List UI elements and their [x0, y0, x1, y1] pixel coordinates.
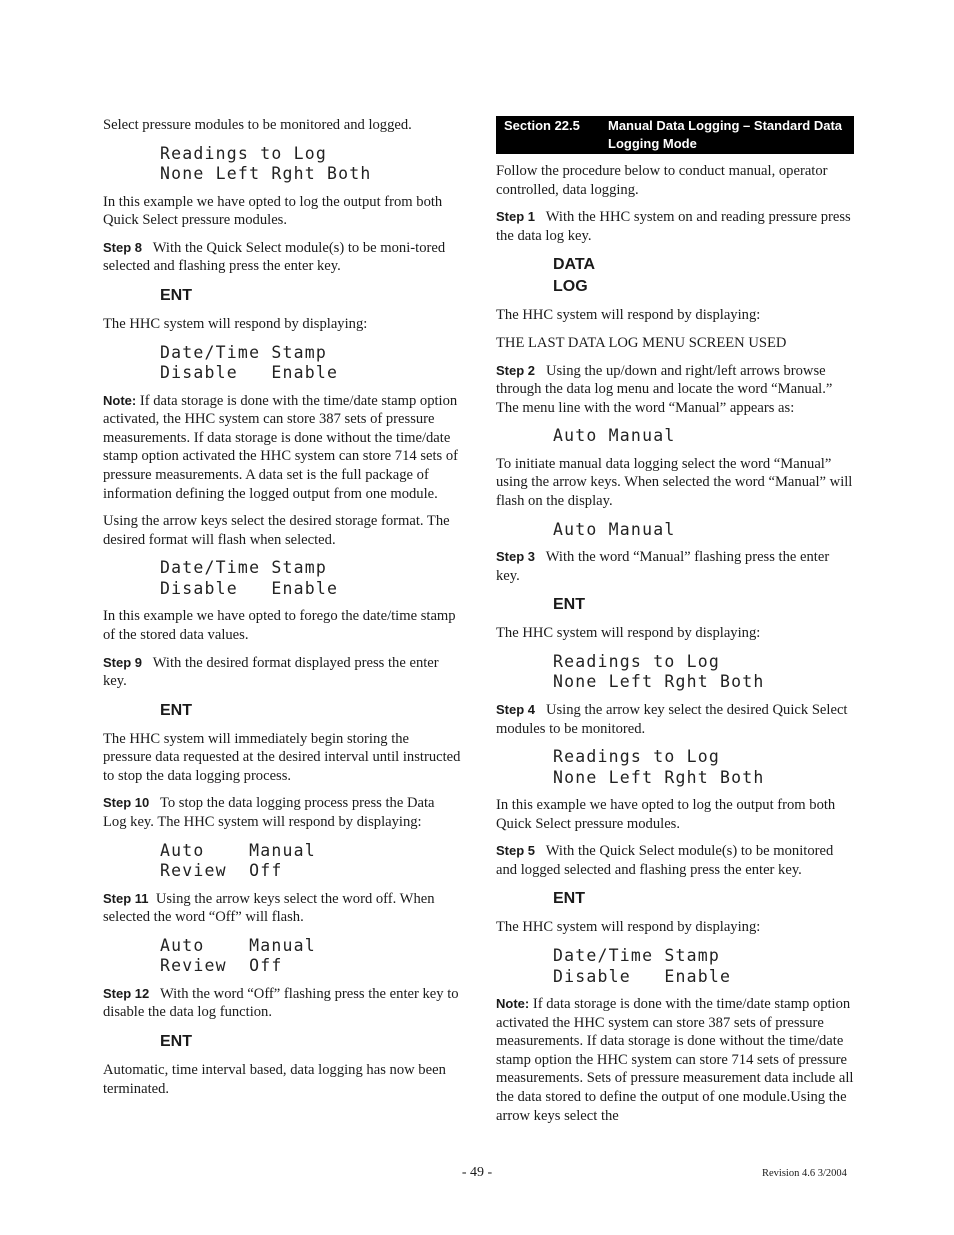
lcd-display [553, 747, 854, 788]
paragraph: In this example we have opted to log the output from both Quick Select pressure modules. [103, 193, 443, 229]
step-label: Step 9 [103, 654, 143, 670]
page-number: - 49 - [461, 1165, 493, 1180]
enter-key-label: ENT [160, 1033, 192, 1051]
lcd-display [553, 652, 854, 693]
section-number: Section 22.5 [504, 118, 580, 133]
step-label: Step 5 [496, 843, 536, 859]
lcd-line: None Left Rght Both [553, 672, 765, 692]
step-text: With the desired format displayed press the enter key. [103, 654, 439, 690]
step-text: Using the arrow keys select the word off. When selected the word “Off” will flash. [103, 890, 435, 926]
lcd-line: Auto Manual [553, 426, 676, 446]
note [496, 995, 854, 1125]
paragraph: The HHC system will immediately begin storing the pressure data requested at the desired interval until instructed to stop the data logging process. [103, 730, 461, 784]
lcd-line: Auto Manual [160, 935, 316, 955]
step-label: Step 2 [496, 362, 536, 378]
note-label: Note: [496, 996, 530, 1012]
step-text: Using the up/down and right/left arrows browse through the data log menu and locate the word “Manual.” The menu line with the word “Manual” appears as: [496, 362, 833, 416]
paragraph: The HHC system will respond by displaying: [496, 307, 761, 324]
paragraph: In this example we have opted to forego the date/time stamp of the stored data values. [103, 608, 456, 643]
lcd-display [160, 841, 461, 882]
step-text: With the word “Manual” flashing press the enter key. [496, 549, 830, 584]
note-text: If data storage is done with the time/date stamp option activated, the HHC system can store 387 sets of pressure measurements. If data storage is done without the time/date stamp option activated the HHC system can store 714 sets of pressure measurements. A data set is the full package of information defining the logged output from one module. [103, 392, 459, 502]
step-8 [103, 239, 461, 276]
key-line: DATA [553, 256, 596, 274]
lcd-line: Date/Time Stamp [160, 342, 328, 362]
step-11 [103, 890, 461, 927]
lcd-display [553, 946, 854, 987]
enter-key-label: ENT [160, 286, 192, 304]
step-label: Step 12 [103, 985, 150, 1001]
step-10 [103, 794, 461, 831]
section-header [496, 116, 854, 154]
step-9 [103, 654, 461, 691]
lcd-line: Review Off [160, 956, 283, 976]
step-text: With the Quick Select module(s) to be moni-tored selected and flashing press the enter key. [103, 239, 446, 275]
step-label: Step 8 [103, 239, 143, 255]
step-label: Step 4 [496, 701, 536, 717]
note-label: Note: [103, 392, 137, 408]
lcd-display [160, 343, 461, 384]
lcd-line: None Left Rght Both [553, 767, 765, 787]
paragraph: Follow the procedure below to conduct manual, operator controlled, data logging. [496, 163, 828, 198]
lcd-line: Disable Enable [160, 578, 339, 598]
left-column [103, 116, 461, 1107]
step-12 [103, 985, 461, 1022]
lcd-line: Disable Enable [160, 363, 339, 383]
step-4 [496, 701, 854, 738]
enter-key-label: ENT [553, 890, 585, 908]
right-column [496, 116, 854, 1134]
step-text: To stop the data logging process press the Data Log key. The HHC system will respond by displaying: [103, 795, 435, 831]
paragraph: In this example we have opted to log the output from both Quick Select pressure modules. [496, 797, 836, 832]
lcd-display [160, 558, 461, 599]
step-text: With the word “Off” flashing press the enter key to disable the data log function. [103, 985, 459, 1021]
lcd-line: Readings to Log [160, 143, 328, 163]
lcd-line: Review Off [160, 861, 283, 881]
key-line: LOG [553, 278, 588, 296]
lcd-line: Readings to Log [553, 651, 721, 671]
section-title: Manual Data Logging – Standard Data Logging Mode [608, 118, 843, 151]
lcd-line: Auto Manual [553, 519, 676, 539]
step-1 [496, 208, 854, 245]
lcd-line: Date/Time Stamp [553, 946, 721, 966]
paragraph: To initiate manual data logging select the word “Manual” using the arrow keys. When selected the word “Manual” will flash on the display. [496, 455, 853, 510]
lcd-display [160, 144, 461, 185]
lcd-display [553, 426, 854, 447]
enter-key-label: ENT [553, 596, 585, 614]
step-label: Step 1 [496, 209, 536, 225]
lcd-display [160, 936, 461, 977]
step-label: Step 11 [103, 890, 149, 906]
lcd-line: None Left Rght Both [160, 164, 372, 184]
lcd-display [553, 520, 854, 541]
paragraph: Using the arrow keys select the desired storage format. The desired format will flash when selected. [103, 513, 450, 548]
step-label: Step 3 [496, 549, 536, 565]
paragraph: Select pressure modules to be monitored and logged. [103, 117, 412, 133]
step-text: With the Quick Select module(s) to be monitored and logged selected and flashing press the enter key. [496, 843, 834, 878]
paragraph: THE LAST DATA LOG MENU SCREEN USED [496, 334, 787, 351]
step-text: With the HHC system on and reading pressure press the data log key. [496, 209, 851, 244]
step-5 [496, 842, 854, 879]
step-2 [496, 362, 854, 418]
paragraph: The HHC system will respond by displaying: [103, 315, 368, 332]
data-log-key-label [553, 254, 854, 298]
step-3 [496, 548, 854, 585]
paragraph: Automatic, time interval based, data logging has now been terminated. [103, 1062, 446, 1097]
enter-key-label: ENT [160, 701, 192, 719]
lcd-line: Disable Enable [553, 966, 732, 986]
paragraph: The HHC system will respond by displaying: [496, 625, 761, 642]
note-text: If data storage is done with the time/date stamp option activated the HHC system can store 387 sets of pressure measurements. If data storage is done without the time/date stamp option the HHC system can store 714 sets of pressure measurements. Sets of pressure measurement data include all the data stored to define the output of one module.Using the arrow keys select the [496, 996, 854, 1124]
paragraph: The HHC system will respond by displaying: [496, 919, 761, 936]
step-text: Using the arrow key select the desired Quick Select modules to be monitored. [496, 701, 848, 737]
step-label: Step 10 [103, 795, 150, 811]
lcd-line: Readings to Log [553, 747, 721, 767]
lcd-line: Auto Manual [160, 840, 316, 860]
revision-label: Revision 4.6 3/2004 [762, 1168, 847, 1179]
lcd-line: Date/Time Stamp [160, 558, 328, 578]
note [103, 392, 461, 504]
